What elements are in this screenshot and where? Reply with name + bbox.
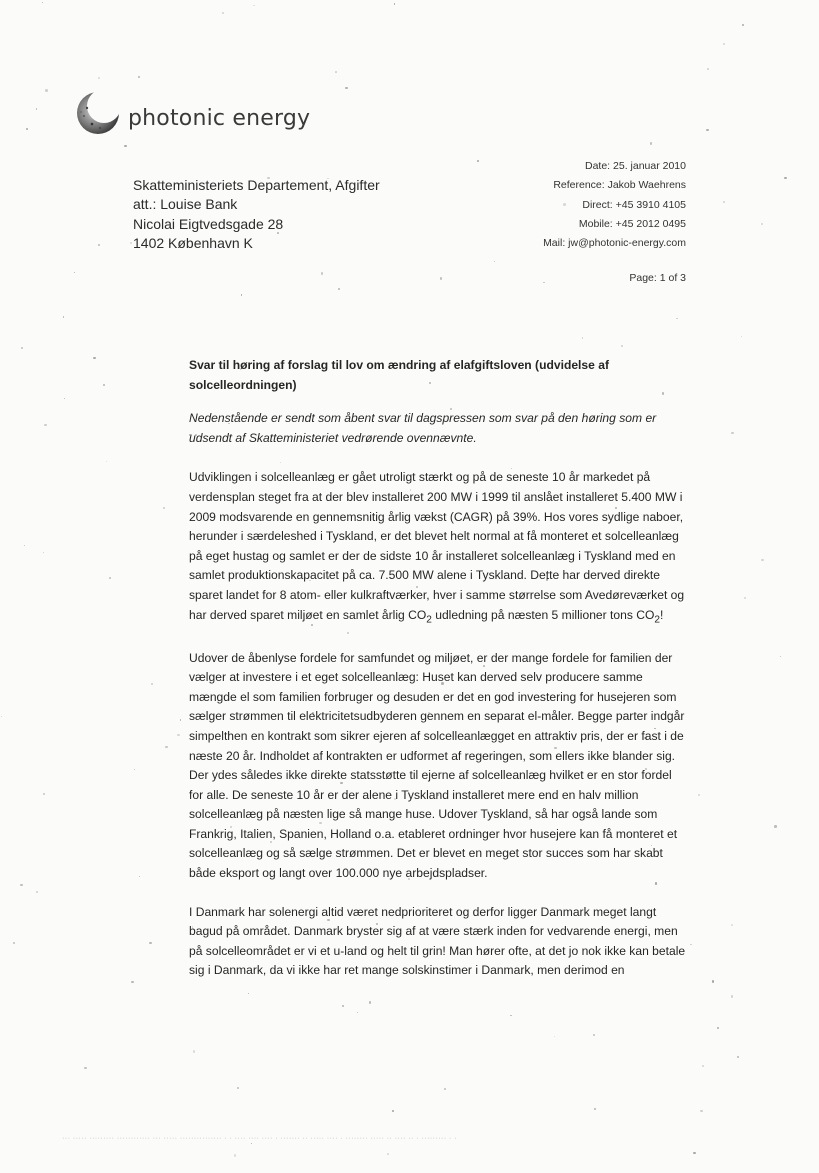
scan-speck	[43, 552, 44, 553]
meta-direct: Direct: +45 3910 4105	[582, 198, 686, 211]
letter-subject: Svar til høring af forslag til lov om ændring af elafgiftsloven (udvidelse af solcelleordningen)	[189, 358, 609, 392]
scan-speck	[98, 77, 100, 79]
page-number: Page: 1 of 3	[629, 272, 686, 284]
scan-speck	[131, 981, 133, 983]
scan-speck	[702, 1065, 704, 1067]
scan-speck	[731, 432, 733, 434]
scan-speck	[761, 559, 763, 561]
scan-speck	[151, 683, 153, 685]
scan-speck	[593, 1034, 595, 1036]
scan-speck	[74, 272, 76, 274]
scan-speck	[24, 545, 25, 546]
scan-speck	[707, 68, 709, 70]
scan-speck	[93, 357, 95, 359]
scan-speck	[130, 242, 132, 244]
scan-speck	[335, 71, 337, 73]
scan-speck	[163, 507, 164, 508]
scan-speck	[134, 769, 136, 771]
scan-speck	[676, 318, 677, 319]
scan-speck	[234, 1154, 237, 1157]
scan-speck	[741, 336, 742, 337]
scan-speck	[693, 1152, 695, 1154]
recipient-line: Nicolai Eigtvedsgade 28	[133, 215, 284, 232]
scan-speck	[394, 3, 395, 4]
scan-speck	[237, 1087, 239, 1089]
scan-speck	[477, 160, 479, 162]
scan-speck	[698, 794, 700, 796]
scan-speck	[345, 87, 347, 89]
sun-logo-icon	[72, 86, 124, 138]
recipient-line: 1402 København K	[133, 234, 253, 251]
scan-speck	[222, 12, 224, 14]
recipient-line: Skatteministeriets Departement, Afgifter	[133, 177, 380, 193]
paragraph-text: !	[660, 607, 664, 622]
paragraph-1	[189, 468, 689, 629]
letter-body	[189, 356, 689, 1000]
recipient-line: att.: Louise Bank	[133, 196, 238, 213]
scan-speck	[780, 656, 781, 657]
scan-speck	[165, 746, 168, 749]
scan-speck	[20, 884, 23, 887]
scan-speck	[717, 1027, 719, 1029]
scan-speck	[392, 1110, 394, 1112]
scan-speck	[774, 825, 776, 827]
scan-speck	[98, 244, 100, 246]
scan-speck	[321, 272, 323, 274]
scan-speck	[21, 347, 23, 349]
scan-footer-noise: ··· ····· ········· ············ ··· ····· ··············· · · ···· ···· ···· · ······· ·· ····· ···· · ········ ····· ·· ···· ·· · ········· · ·	[62, 1133, 457, 1142]
paragraph-text: Udviklingen i solcelleanlæg er gået utroligt stærkt og på de seneste 10 år markedet på verdensplan steget fra at der blev installeret 200 MW i 1999 til anslået installeret 5.400 MW i 2009 modsvarende en gennemsnitig årlig vækst (CAGR) på 39%. Hos vores sydlige naboer, herunder i særdeleshed i Tyskland, er det blevet helt normal at få monteret et solcelleanlæg på eget hustag og samlet er der de sidste 10 år installeret solcelleanlæg i Tyskland med en samlet produktionskapacitet på ca. 7.500 MW alene i Tyskland. Dette har derved direkte sparet landet for 8 atom- eller kulkraftværker, hver i samme størrelse som Avedøreværket og har derved sparet miljøet en samlet årlig CO	[189, 470, 685, 622]
scan-speck	[42, 2, 43, 3]
scan-speck	[124, 145, 126, 147]
scan-speck	[13, 942, 15, 944]
meta-mail: Mail: jw@photonic-energy.com	[543, 237, 686, 250]
paragraph-3: I Danmark har solenergi altid været nedprioriteret og derfor ligger Danmark meget langt bagud på området. Danmark bryster sig af at være stærk inden for vedvarende energi, men på solcelleområdet er vi et u-land og helt til grin! Man hører ofte, at det jo nok ikke kan betale sig i Danmark, da vi ikke har ret mange solskinstimer i Danmark, men derimod en	[189, 904, 686, 978]
scan-speck	[621, 345, 623, 347]
scan-speck	[744, 597, 746, 599]
scan-speck	[106, 461, 107, 462]
company-name: photonic energy	[128, 105, 311, 131]
scan-speck	[761, 223, 763, 225]
scan-speck	[139, 876, 140, 877]
scan-speck	[554, 1036, 555, 1037]
scan-speck	[36, 891, 38, 893]
scan-speck	[357, 1012, 359, 1014]
scan-speck	[723, 201, 725, 203]
scan-speck	[700, 1110, 703, 1113]
scan-speck	[193, 1050, 195, 1052]
scan-speck	[36, 108, 37, 109]
scan-speck	[149, 942, 151, 944]
scan-speck	[706, 129, 708, 131]
scan-speck	[138, 76, 140, 78]
scan-speck	[784, 177, 786, 179]
scan-speck	[440, 277, 442, 279]
meta-date: Date: 25. januar 2010	[585, 160, 686, 172]
scan-speck	[594, 1108, 596, 1110]
scan-speck	[44, 424, 46, 426]
scan-speck	[63, 316, 64, 317]
scan-speck	[543, 282, 544, 283]
scan-speck	[737, 1056, 739, 1058]
scan-speck	[690, 944, 691, 945]
scan-speck	[103, 384, 105, 386]
scan-speck	[43, 793, 45, 795]
scan-speck	[109, 577, 111, 579]
scan-speck	[241, 294, 243, 296]
scan-speck	[731, 995, 733, 997]
scan-speck	[742, 24, 744, 26]
scan-speck	[253, 5, 255, 7]
scan-speck	[1, 716, 2, 717]
paragraph-text: udledning på næsten 5 millioner tons CO	[431, 607, 655, 622]
scan-speck	[64, 398, 66, 400]
letter-meta	[543, 157, 686, 253]
scan-speck	[444, 1088, 446, 1090]
scan-speck	[723, 43, 725, 45]
subscript: 2	[426, 613, 432, 625]
subscript: 2	[654, 613, 661, 625]
scan-speck	[731, 924, 733, 926]
scan-speck	[45, 89, 48, 92]
scan-speck	[582, 337, 583, 338]
scan-speck	[510, 1015, 512, 1017]
scan-speck	[650, 142, 652, 144]
scan-speck	[338, 288, 340, 290]
scan-speck	[251, 1143, 252, 1144]
scan-speck	[712, 980, 714, 982]
scan-speck	[84, 1067, 86, 1069]
scan-speck	[26, 128, 28, 130]
paragraph-2: Udover de åbenlyse fordele for samfundet og miljøet, er der mange fordele for familien der vælger at investere i et eget solcelleanlæg: Huset kan derved selv producere samme mængde el som familien forbruger og desuden er det en god investering for husejeren som sælger strømmen til elektricitetsudbyderen gennem en separat el-måler. Begge parter indgår simpelthen en kontrakt som sikrer ejeren af solcelleanlægget en attraktiv pris, der er fast i de næste 20 år. Indholdet af kontrakten er udformet af regeringen, som ellers ikke blander sig. Der ydes således ikke direkte statsstøtte til ejerne af solcelleanlæg hvilket er en stor fordel for alle. De seneste 10 år er der alene i Tyskland installeret mere end en halv million solcelleanlæg på næsten lige så mange huse. Udover Tyskland, så har også lande som Frankrig, Italien, Spanien, Holland o.a. etableret ordninger hvor husejere kan få monteret et solcelleanlæg og så sælge strømmen. Det er blevet en meget stor succes som har skabt både eksport og langt over 100.000 nye arbejdspladser.	[189, 650, 685, 881]
scan-speck	[180, 719, 181, 720]
recipient-address	[133, 176, 380, 253]
meta-reference: Reference: Jakob Waehrens	[553, 179, 686, 192]
scan-speck	[342, 1005, 344, 1007]
scan-speck	[387, 1153, 389, 1155]
meta-mobile: Mobile: +45 2012 0495	[578, 217, 686, 230]
scan-speck	[177, 734, 180, 737]
scan-speck	[369, 1001, 371, 1003]
scan-speck	[494, 261, 495, 262]
letter-intro: Nedenstående er sendt som åbent svar til dagspressen som svar på den høring som er udsendt af Skatteministeriet vedrørende ovennævnte.	[189, 411, 657, 445]
company-logo	[72, 86, 310, 138]
